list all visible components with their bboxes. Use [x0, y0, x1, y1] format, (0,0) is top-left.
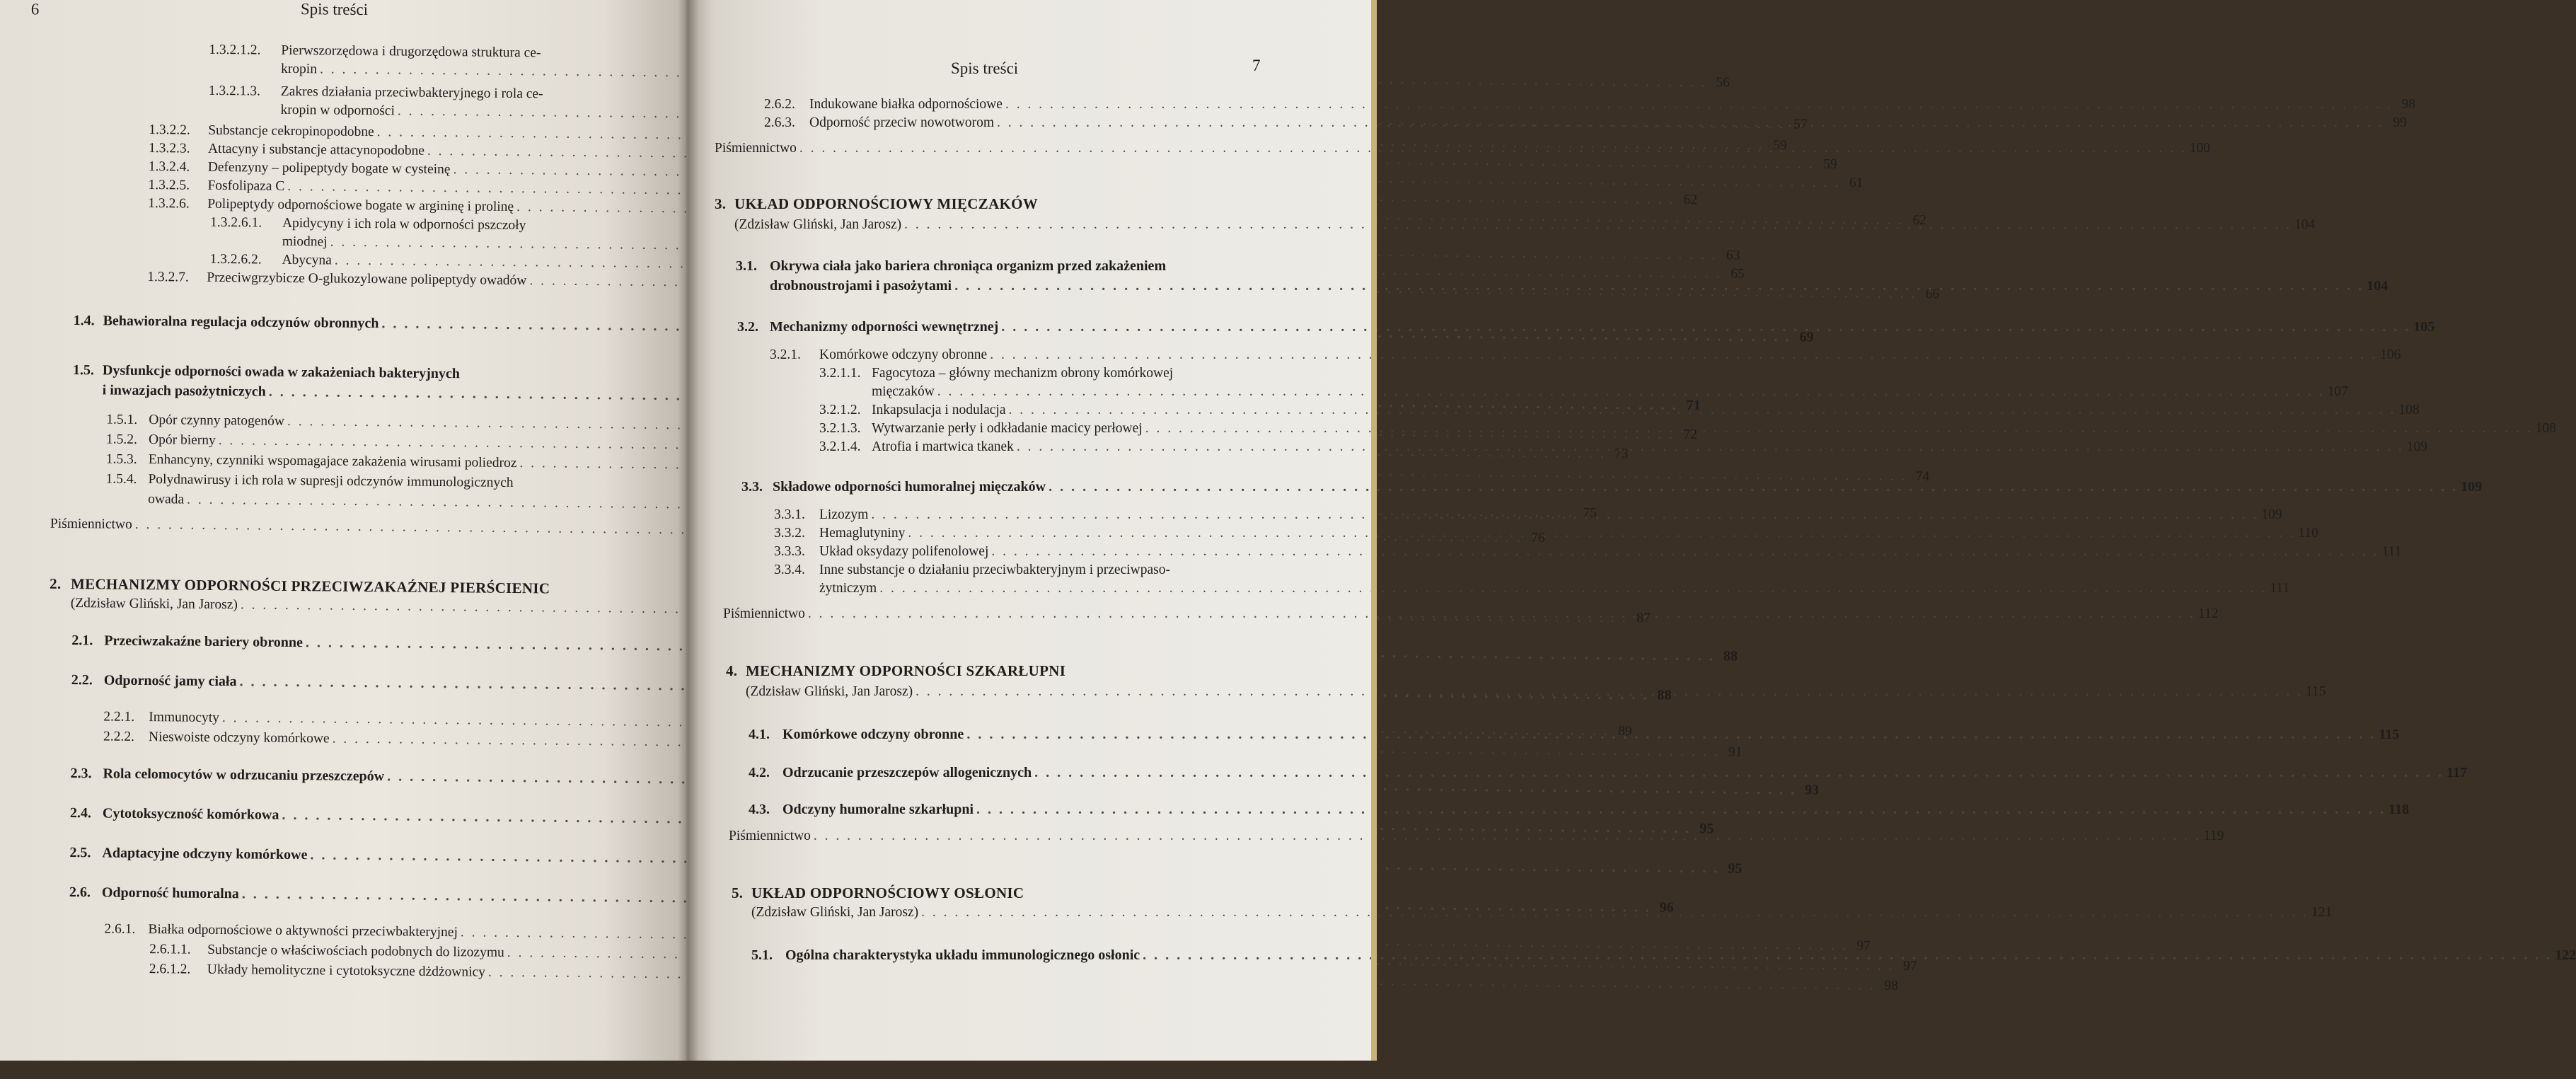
toc-entry [770, 277, 1266, 294]
toc-entry [106, 431, 604, 453]
toc-entry-number: 2.2.2. [103, 728, 149, 746]
leader-dots [1143, 947, 2552, 964]
toc-entry-number: 1.3.2.1.2. [209, 42, 281, 59]
leader-dots [1049, 478, 2458, 495]
toc-entry-number: 2.2. [71, 671, 104, 688]
toc-entry-number: 2.5. [69, 844, 102, 861]
toc-entry-page: 59 [1767, 137, 1786, 154]
leader-dots [990, 347, 2377, 364]
toc-entry-number: 5. [732, 884, 751, 901]
toc-entry-number: 1.4. [74, 312, 103, 329]
toc-entry [209, 251, 606, 272]
toc-entry-page: 111 [2381, 543, 2401, 560]
toc-entry-number: 2.6.3. [764, 115, 809, 132]
toc-entry-number: 1.3.2.2. [149, 122, 208, 139]
toc-entry-number: 1.3.2.1.3. [209, 83, 281, 100]
toc-entry-title: Piśmiennictwo [729, 828, 811, 845]
toc-entry-page: 108 [2536, 420, 2556, 437]
toc-entry-title: Polydnawirusy i ich rola w supresji odczynów immunologicznych [148, 471, 513, 492]
toc-entry [736, 258, 1266, 275]
toc-entry-number: 2.2.1. [103, 708, 149, 726]
leader-dots [997, 115, 2384, 132]
toc-entry-page: 62 [1677, 192, 1697, 209]
toc-entry [71, 632, 602, 654]
toc-entry [73, 362, 605, 383]
toc-entry-title: i inwazjach pasożytniczych [103, 381, 266, 400]
toc-entry-title: Fagocytoza – główny mechanizm obrony komórkowej [872, 365, 1173, 382]
toc-entry [819, 420, 1266, 437]
leader-dots [1017, 439, 2404, 456]
right-page [686, 0, 1377, 1061]
toc-entry-number: 3.3.2. [774, 525, 819, 542]
book-gutter [678, 0, 699, 1061]
toc-entry [71, 595, 603, 617]
toc-entry-number: 2. [50, 575, 71, 592]
toc-entry-number: 2.6.2. [764, 96, 809, 113]
toc-entry-title: Białka odpornościowe o aktywności przeciwbakteryjnej [148, 921, 458, 941]
toc-entry-title: UKŁAD ODPORNOŚCIOWY OSŁONIC [751, 884, 1024, 901]
toc-entry [104, 921, 599, 942]
toc-entry-number: 3.3.1. [774, 507, 819, 524]
toc-entry-number: 2.3. [70, 765, 103, 782]
toc-entry-number: 3.2.1.4. [819, 439, 872, 456]
leader-dots [916, 683, 2303, 700]
toc-entry-title: Odporność przeciw nowotworom [809, 115, 994, 132]
toc-entry-title: (Zdzisław Gliński, Jan Jarosz) [751, 904, 918, 921]
toc-entry-page: 108 [2398, 402, 2419, 419]
leader-dots [1009, 402, 2396, 419]
toc-entry-number: 5.1. [751, 947, 785, 964]
toc-entry [734, 217, 1266, 233]
toc-entry [751, 947, 1273, 964]
toc-entry-number: 4. [726, 662, 746, 679]
toc-entry [726, 662, 1266, 679]
toc-entry-title: Atrofia i martwica tkanek [872, 439, 1014, 456]
toc-entry-title: Piśmiennictwo [715, 140, 797, 157]
toc-entry-title: Rola celomocytów w odrzucaniu przeszczepów [103, 765, 384, 785]
toc-entry-number: 1.3.2.6.2. [209, 251, 282, 269]
toc-entry-title: Odporność jamy ciała [104, 671, 237, 690]
toc-entry [732, 884, 1266, 901]
leader-dots [966, 726, 2376, 743]
toc-entry-page: 105 [2413, 318, 2435, 335]
toc-entry [71, 671, 602, 693]
toc-entry-number: 3.3.3. [774, 543, 819, 560]
toc-entry [715, 195, 1266, 212]
toc-entry-title: Odrzucanie przeszczepów allogenicznych [782, 764, 1032, 781]
toc-entry-page: 115 [2306, 683, 2326, 700]
toc-entry-title: Abycyna [282, 252, 332, 270]
toc-entry [148, 195, 606, 217]
toc-entry-page: 104 [2294, 217, 2315, 233]
toc-entry [70, 765, 601, 787]
toc-entry-page: 111 [2270, 580, 2289, 597]
toc-entry-title: drobnoustrojami i pasożytami [770, 277, 952, 294]
toc-entry-title: Inkapsulacja i nodulacja [872, 402, 1006, 419]
right-running-head: Spis treści [951, 59, 1018, 78]
toc-entry-page: 98 [1878, 978, 1898, 995]
toc-entry-number: 3.3. [741, 478, 773, 495]
leader-dots [921, 904, 2309, 921]
toc-entry [209, 83, 608, 103]
toc-entry-title: Nieswoiste odczyny komórkowe [149, 729, 330, 747]
toc-entry-page: 106 [2380, 347, 2401, 364]
toc-entry-page: 98 [2396, 96, 2415, 113]
toc-entry-number: 3. [715, 195, 734, 212]
toc-entry-page: 59 [1818, 156, 1837, 173]
toc-entry-number: 3.3.4. [774, 562, 819, 579]
toc-entry [751, 904, 1266, 921]
toc-entry [106, 451, 604, 473]
toc-entry-number: 2.6.1.2. [149, 961, 207, 979]
toc-entry-page: 88 [1651, 686, 1671, 703]
toc-entry [103, 708, 601, 730]
toc-entry [746, 683, 1266, 700]
toc-entry [774, 507, 1266, 524]
toc-entry [105, 471, 603, 492]
toc-entry-title: miodnej [282, 233, 328, 251]
toc-entry-page: 117 [2447, 764, 2467, 781]
toc-entry-page: 75 [1577, 504, 1597, 521]
toc-entry-title: Adaptacyjne odczyny komórkowe [102, 844, 307, 863]
toc-entry-page: 109 [2261, 507, 2282, 524]
toc-entry [149, 961, 599, 982]
toc-entry-title: Indukowane białka odpornościowe [809, 96, 1003, 113]
toc-entry [741, 478, 1266, 495]
toc-entry-title: UKŁAD ODPORNOŚCIOWY MIĘCZAKÓW [734, 195, 1038, 212]
leader-dots [908, 525, 2295, 542]
toc-entry-page: 72 [1677, 427, 1697, 444]
toc-entry-title: Komórkowe odczyny obronne [819, 347, 987, 364]
toc-entry-page: 89 [1612, 723, 1632, 740]
toc-entry-page: 121 [2311, 904, 2332, 921]
toc-entry-title: MECHANIZMY ODPORNOŚCI PRZECIWZAKAŹNEJ PIERŚCIENIC [71, 575, 550, 596]
toc-entry-page: 96 [1654, 899, 1674, 916]
toc-entry-number: 1.3.2.5. [148, 177, 207, 195]
toc-entry [50, 575, 603, 598]
toc-entry-page: 95 [1722, 860, 1742, 877]
toc-entry-title: Przeciwzakaźne bariery obronne [104, 632, 303, 651]
toc-entry [715, 140, 1266, 157]
toc-entry-title: Zakres działania przeciwbakteryjnego i rola ce- [281, 83, 543, 103]
toc-entry [749, 764, 1266, 781]
toc-entry-title: Mechanizmy odporności wewnętrznej [770, 318, 998, 335]
toc-entry-page: 88 [1718, 647, 1738, 664]
leader-dots [871, 507, 2258, 524]
page-edge [1371, 0, 1377, 1061]
toc-entry [209, 42, 608, 62]
toc-entry [103, 728, 601, 750]
toc-entry-title: Odporność humoralna [102, 884, 239, 902]
toc-entry [74, 312, 606, 334]
toc-entry [737, 318, 1266, 335]
toc-entry-number: 4.3. [749, 801, 782, 818]
toc-entry [764, 96, 1266, 113]
leader-dots [991, 543, 2379, 560]
toc-entry-number: 3.2. [737, 318, 770, 335]
toc-entry [103, 381, 605, 403]
leader-dots [1034, 764, 2444, 781]
toc-entry-page: 74 [1910, 468, 1929, 485]
toc-entry-title: kropin [281, 61, 317, 78]
toc-entry-title: Wytwarzanie perły i odkładanie macicy perłowej [872, 420, 1143, 437]
toc-entry-title: mięczaków [872, 383, 935, 400]
leader-dots [814, 828, 2201, 845]
toc-entry [147, 269, 606, 290]
toc-entry [819, 580, 1266, 597]
toc-entry-page: 112 [2198, 606, 2219, 623]
toc-entry [149, 140, 607, 161]
toc-entry-title: Substancje cekropinopodobne [208, 122, 374, 141]
leader-dots [1001, 318, 2410, 335]
toc-entry-number: 3.2.1.3. [819, 420, 872, 437]
toc-entry [774, 562, 1266, 579]
toc-entry-title: MECHANIZMY ODPORNOŚCI SZKARŁUPNI [746, 662, 1065, 679]
toc-entry-number: 1.3.2.3. [149, 140, 208, 158]
toc-entry-number: 4.2. [749, 764, 782, 781]
toc-entry-title: Piśmiennictwo [50, 516, 132, 533]
toc-entry-number: 1.5.1. [106, 411, 149, 429]
toc-entry-number: 1.3.2.7. [147, 269, 207, 287]
right-page-number: 7 [1252, 57, 1261, 75]
toc-entry-number: 1.3.2.6. [148, 195, 207, 213]
toc-entry [50, 516, 603, 538]
toc-entry-title: żytniczym [819, 580, 877, 597]
toc-entry-title: Apidycyny i ich rola w odporności pszczoły [282, 215, 526, 234]
toc-entry-page: 110 [2298, 525, 2318, 542]
toc-entry-title: Immunocyty [149, 709, 219, 727]
toc-entry-title: Lizozym [819, 507, 868, 524]
toc-entry [69, 884, 600, 906]
toc-entry-page: 107 [2328, 383, 2348, 400]
toc-entry-title: Odczyny humoralne szkarłupni [782, 801, 974, 818]
leader-dots [799, 140, 2187, 157]
toc-entry-page: 93 [1799, 781, 1819, 798]
toc-entry [281, 61, 608, 81]
toc-entry [149, 941, 599, 962]
toc-entry-title: kropin w odporności [280, 102, 395, 120]
toc-entry-page: 71 [1681, 397, 1701, 414]
toc-entry [148, 491, 603, 512]
toc-entry [723, 606, 1266, 623]
toc-entry [764, 115, 1266, 132]
toc-entry-number: 3.1. [736, 258, 770, 275]
toc-entry-page: 76 [1525, 530, 1544, 547]
toc-entry-title: (Zdzisław Gliński, Jan Jarosz) [746, 683, 913, 700]
toc-entry-page: 87 [1631, 610, 1651, 627]
toc-entry-title: Pierwszorzędowa i drugorzędowa struktura ce- [281, 42, 541, 62]
toc-entry [819, 439, 1266, 456]
toc-entry-number: 1.3.2.4. [149, 158, 208, 176]
toc-entry-title: Układy hemolityczne i cytotoksyczne dżdżownicy [207, 962, 485, 981]
toc-entry-title: Dysfunkcje odporności owada w zakażeniach bakteryjnych [103, 362, 460, 382]
toc-entry [149, 158, 607, 180]
toc-entry-page: 56 [1710, 74, 1730, 91]
toc-entry-page: 69 [1794, 328, 1813, 345]
toc-entry-title: Ogólna charakterystyka układu immunologicznego osłonic [785, 947, 1140, 964]
toc-entry-number: 2.4. [70, 804, 103, 821]
toc-entry-title: Przeciwgrzybicze O-glukozylowane polipeptydy owadów [207, 270, 526, 289]
toc-entry-number: 2.6.1. [104, 921, 148, 938]
toc-entry-title: Inne substancje o działaniu przeciwbakteryjnym i przeciwpaso- [819, 562, 1170, 579]
leader-dots [904, 217, 2292, 233]
toc-entry-page: 57 [1788, 116, 1808, 133]
toc-entry-title: Defenzyny – polipeptydy bogate w cysteinę [208, 159, 451, 178]
toc-entry-title: Opór czynny patogenów [149, 412, 284, 430]
toc-entry-page: 118 [2389, 801, 2409, 818]
toc-entry-title: (Zdzisław Gliński, Jan Jarosz) [734, 217, 901, 233]
toc-entry [872, 383, 1266, 400]
leader-dots [1005, 96, 2393, 113]
toc-entry-title: Opór bierny [149, 432, 216, 449]
toc-entry-page: 115 [2379, 726, 2399, 743]
toc-entry-number: 1.5.3. [106, 451, 149, 468]
toc-entry [282, 233, 606, 253]
toc-entry-page: 73 [1608, 446, 1628, 463]
toc-entry-title: Polipeptydy odpornościowe bogate w argininę i prolinę [207, 196, 514, 216]
toc-entry [819, 402, 1266, 419]
toc-entry [774, 543, 1266, 560]
toc-entry-title: owada [148, 491, 184, 508]
toc-entry-title: Substancje o właściwościach podobnych do lizozymu [207, 942, 504, 962]
toc-entry-page: 97 [1851, 937, 1871, 954]
toc-entry [770, 347, 1266, 364]
toc-entry-number: 3.2.1.1. [819, 365, 872, 382]
toc-entry-number: 1.3.2.6.1. [210, 214, 282, 232]
toc-entry-title: Enhancyny, czynniki wspomagajace zakażenia wirusami poliedroz [149, 451, 517, 472]
leader-dots [976, 801, 2386, 818]
toc-entry-page: 122 [2555, 947, 2576, 964]
toc-entry-page: 99 [2387, 115, 2407, 132]
toc-entry-title: Fosfolipaza C [207, 178, 284, 195]
left-page-number: 6 [31, 0, 40, 18]
leader-dots [1145, 420, 2533, 437]
toc-entry [280, 102, 607, 122]
toc-entry [106, 411, 604, 433]
toc-entry-title: Cytotoksyczność komórkowa [103, 804, 279, 823]
toc-entry-number: 2.1. [71, 632, 104, 649]
toc-entry-page: 62 [1907, 212, 1927, 229]
left-running-head: Spis treści [301, 0, 368, 19]
leader-dots [808, 606, 2195, 623]
toc-entry-page: 97 [1897, 958, 1917, 975]
toc-entry-title: Okrywa ciała jako bariera chroniąca organizm przed zakażeniem [770, 258, 1166, 275]
toc-entry-title: (Zdzisław Gliński, Jan Jarosz) [71, 595, 238, 613]
toc-entry-page: 61 [1843, 175, 1863, 192]
toc-entry-page: 95 [1694, 820, 1714, 837]
toc-entry-page: 65 [1725, 265, 1745, 282]
toc-entry-page: 91 [1722, 744, 1742, 761]
toc-entry-number: 1.5.4. [105, 471, 148, 488]
toc-entry-number: 3.2.1.2. [819, 402, 872, 419]
toc-entry [749, 726, 1266, 743]
toc-entry-page: 66 [1919, 286, 1939, 303]
toc-entry-title: Hemaglutyniny [819, 525, 905, 542]
toc-entry-page: 100 [2190, 140, 2210, 157]
toc-entry [69, 844, 600, 866]
toc-entry [210, 214, 606, 235]
leader-dots [937, 383, 2325, 400]
toc-entry-number: 2.6. [69, 884, 102, 901]
toc-entry [749, 801, 1266, 818]
toc-entry [148, 177, 606, 198]
left-page [0, 0, 686, 1061]
toc-entry-number: 1.5. [73, 362, 103, 379]
toc-entry-number: 2.6.1.1. [149, 941, 207, 959]
toc-entry-title: Attacyny i substancje attacynopodobne [208, 141, 424, 160]
toc-entry [774, 525, 1266, 542]
toc-entry [729, 828, 1266, 845]
toc-entry-title: Układ oksydazy polifenolowej [819, 543, 988, 560]
toc-entry-title: Piśmiennictwo [723, 606, 805, 623]
toc-entry-title: Składowe odporności humoralnej mięczaków [773, 478, 1046, 495]
toc-entry-number: 4.1. [749, 726, 782, 743]
toc-entry-page: 109 [2407, 439, 2427, 456]
toc-entry-page: 119 [2204, 828, 2224, 845]
toc-entry [149, 122, 607, 143]
leader-dots [954, 277, 2364, 294]
toc-entry-title: Behawioralna regulacja odczynów obronnych [103, 312, 379, 332]
toc-entry [70, 804, 601, 826]
toc-entry-page: 109 [2461, 478, 2482, 495]
toc-entry-page: 104 [2367, 277, 2388, 294]
toc-entry-number: 3.2.1. [770, 347, 819, 364]
leader-dots [879, 580, 2267, 597]
toc-entry [819, 365, 1266, 382]
toc-entry-page: 63 [1720, 247, 1740, 264]
toc-entry-title: Komórkowe odczyny obronne [782, 726, 964, 743]
toc-entry-number: 1.5.2. [106, 431, 149, 449]
